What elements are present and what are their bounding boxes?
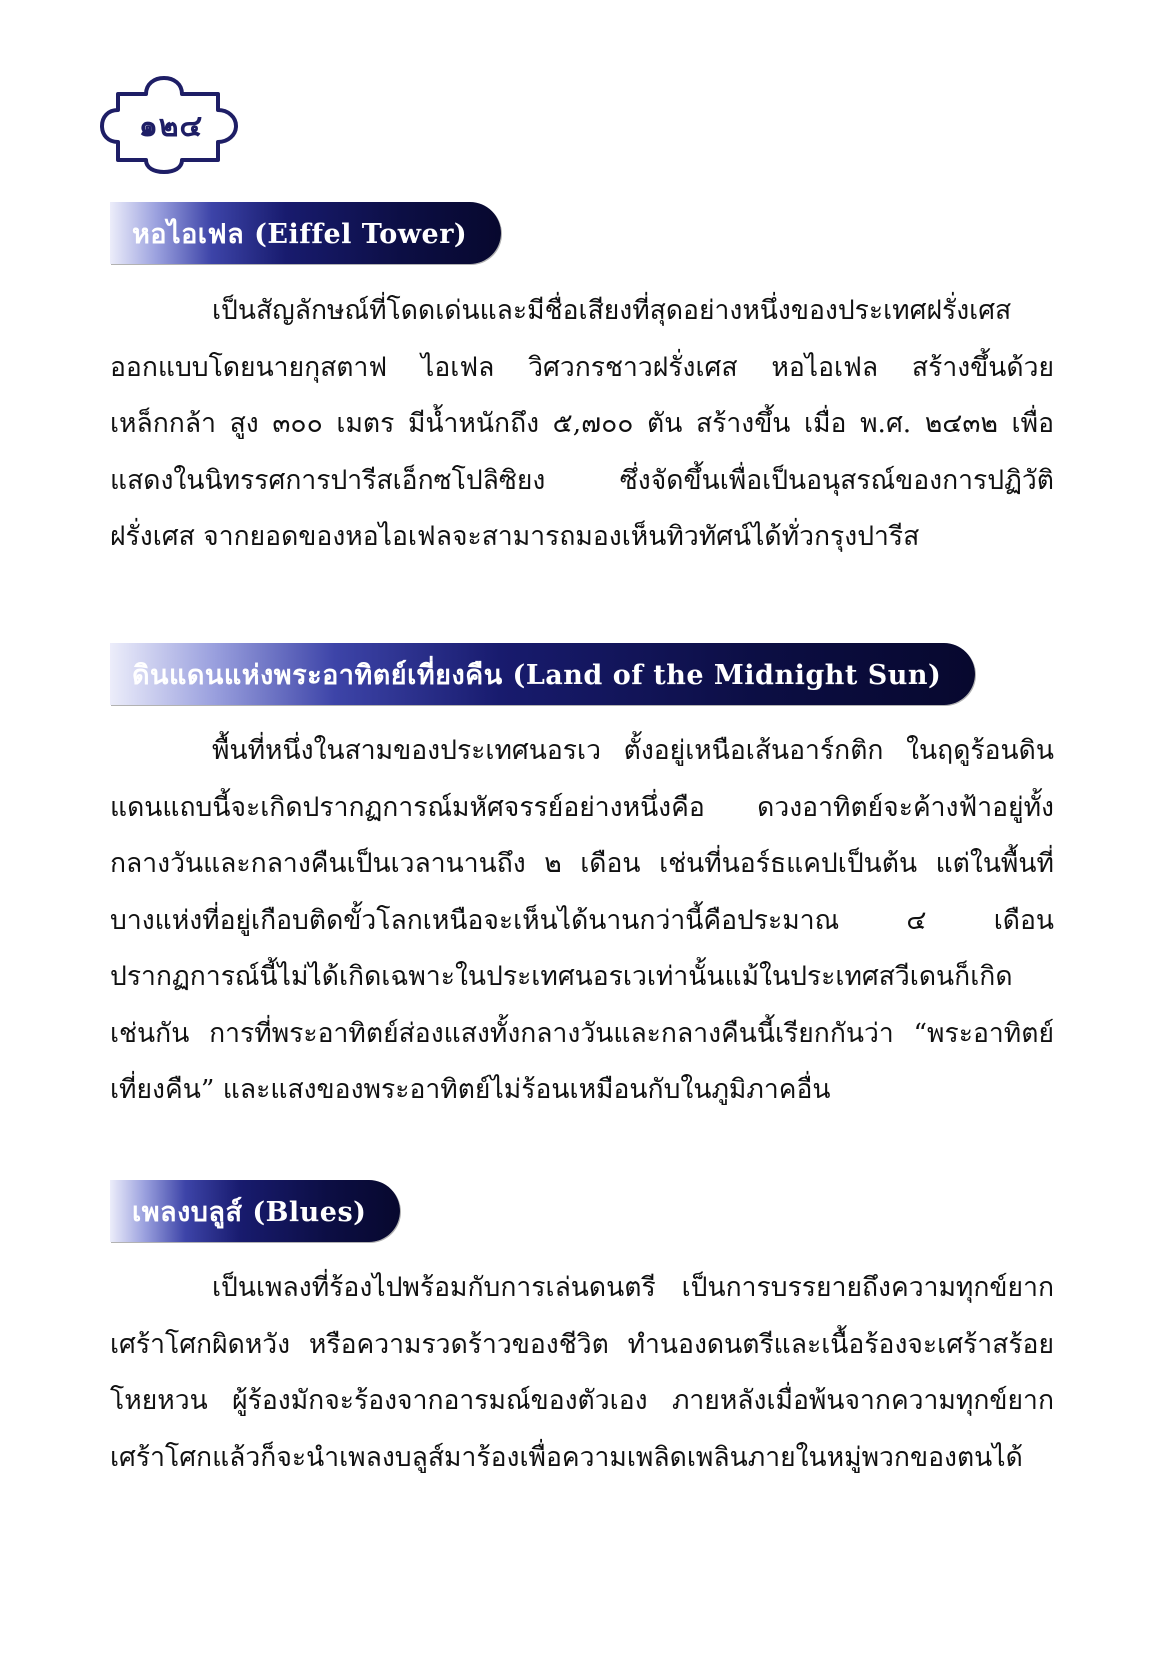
section-heading-blues bbox=[110, 1180, 400, 1242]
section-heading-text: หอไอเฟล (Eiffel Tower) bbox=[132, 218, 468, 250]
paragraph: พื้นที่หนึ่งในสามของประเทศนอรเว ตั้งอยู่เหนือเส้นอาร์กติก ในฤดูร้อนดินแดนแถบนี้จะเกิดปรากฏการณ์มหัศจรรย์อย่างหนึ่งคือ ดวงอาทิตย์จะค้างฟ้าอยู่ทั้งกลางวันและกลางคืนเป็นเวลานานถึง ๒ เดือน เช่นที่นอร์ธแคปเป็นต้น แต่ในพื้นที่บางแห่งที่อยู่เกือบติดขั้วโลกเหนือจะเห็นได้นานกว่านี้คือประมาณ ๔ เดือน ปรากฏการณ์นี้ไม่ได้เกิดเฉพาะในประเทศนอรเวเท่านั้นแม้ในประเทศสวีเดนก็เกิดเช่นกัน การที่พระอาทิตย์ส่องแสงทั้งกลางวันและกลางคืนนี้เรียกกันว่า “พระอาทิตย์เที่ยงคืน” และแสงของพระอาทิตย์ไม่ร้อนเหมือนกับในภูมิภาคอื่น bbox=[110, 735, 1054, 1105]
page-number-badge bbox=[96, 74, 246, 174]
page-number: ๑๒๔ bbox=[138, 108, 204, 144]
section-heading-midnight-sun bbox=[110, 643, 975, 705]
paragraph: เป็นสัญลักษณ์ที่โดดเด่นและมีชื่อเสียงที่สุดอย่างหนึ่งของประเทศฝรั่งเศส ออกแบบโดยนายกุสตาฟ ไอเฟล วิศวกรชาวฝรั่งเศส หอไอเฟล สร้างขึ้นด้วยเหล็กกล้า สูง ๓๐๐ เมตร มีน้ำหนักถึง ๕,๗๐๐ ตัน สร้างขึ้น เมื่อ พ.ศ. ๒๔๓๒ เพื่อแสดงในนิทรรศการปารีสเอ็กซโปลิซิยง ซึ่งจัดขึ้นเพื่อเป็นอนุสรณ์ของการปฏิวัติฝรั่งเศส จากยอดของหอไอเฟลจะสามารถมองเห็นทิวทัศน์ได้ทั่วกรุงปารีส bbox=[110, 295, 1054, 552]
section-body-midnight-sun bbox=[110, 723, 1054, 1119]
paragraph: เป็นเพลงที่ร้องไปพร้อมกับการเล่นดนตรี เป็นการบรรยายถึงความทุกข์ยากเศร้าโศกผิดหวัง หรือความรวดร้าวของชีวิต ทำนองดนตรีและเนื้อร้องจะเศร้าสร้อยโหยหวน ผู้ร้องมักจะร้องจากอารมณ์ของตัวเอง ภายหลังเมื่อพ้นจากความทุกข์ยากเศร้าโศกแล้วก็จะนำเพลงบลูส์มาร้องเพื่อความเพลิดเพลินภายในหมู่พวกของตนได้ bbox=[110, 1272, 1054, 1473]
section-body-eiffel bbox=[110, 283, 1054, 566]
section-heading-text: เพลงบลูส์ (Blues) bbox=[132, 1196, 367, 1228]
section-heading-text: ดินแดนแห่งพระอาทิตย์เที่ยงคืน (Land of the Midnight Sun) bbox=[132, 659, 942, 691]
section-body-blues bbox=[110, 1260, 1054, 1486]
section-heading-eiffel bbox=[110, 202, 501, 264]
